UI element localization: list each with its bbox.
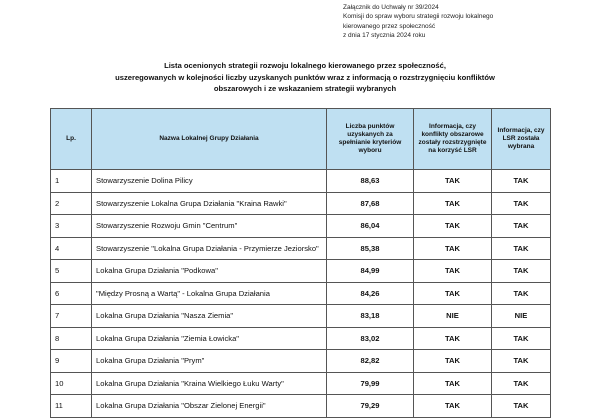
row-selected: TAK bbox=[492, 260, 551, 283]
row-conflict: TAK bbox=[414, 350, 492, 373]
attachment-line: Załącznik do Uchwały nr 39/2024 bbox=[343, 4, 439, 11]
row-conflict: TAK bbox=[414, 192, 492, 215]
table-row bbox=[51, 215, 551, 238]
row-conflict: TAK bbox=[414, 327, 492, 350]
row-selected: TAK bbox=[492, 215, 551, 238]
header-lp: Lp. bbox=[51, 109, 92, 170]
table-row bbox=[51, 327, 551, 350]
row-name: Lokalna Grupa Działania "Kraina Wielkiego Łuku Warty" bbox=[92, 372, 327, 395]
row-conflict: TAK bbox=[414, 237, 492, 260]
row-name: Stowarzyszenie Dolina Pilicy bbox=[92, 170, 327, 193]
table-row bbox=[51, 395, 551, 418]
attachment-line: z dnia 17 stycznia 2024 roku bbox=[343, 31, 426, 39]
table-row bbox=[51, 237, 551, 260]
table-row bbox=[51, 260, 551, 283]
row-lp: 5 bbox=[51, 260, 92, 283]
table-row bbox=[51, 192, 551, 215]
row-name: Lokalna Grupa Działania "Nasza Ziemia" bbox=[92, 305, 327, 328]
row-lp: 7 bbox=[51, 305, 92, 328]
header-selected: Informacja, czy LSR została wybrana bbox=[492, 109, 551, 170]
attachment-line: Komisji do spraw wyboru strategii rozwoju lokalnego bbox=[343, 13, 494, 21]
attachment-line: kierowanego przez społeczność bbox=[343, 22, 436, 30]
row-selected: TAK bbox=[492, 192, 551, 215]
table-header-row bbox=[51, 109, 551, 170]
row-name: Lokalna Grupa Działania "Obszar Zielonej Energii" bbox=[92, 395, 327, 418]
row-lp: 4 bbox=[51, 237, 92, 260]
title-line: uszeregowanych w kolejności liczby uzyskanych punktów wraz z informacją o rozstrzygnięciu konfliktów bbox=[115, 72, 495, 82]
table-row bbox=[51, 305, 551, 328]
row-points: 83,18 bbox=[327, 305, 414, 328]
row-points: 82,82 bbox=[327, 350, 414, 373]
row-points: 83,02 bbox=[327, 327, 414, 350]
row-points: 87,68 bbox=[327, 192, 414, 215]
row-conflict: TAK bbox=[414, 215, 492, 238]
row-points: 86,04 bbox=[327, 215, 414, 238]
ranking-table bbox=[50, 108, 551, 418]
row-conflict: TAK bbox=[414, 260, 492, 283]
row-name: Lokalna Grupa Działania "Prym" bbox=[92, 350, 327, 373]
row-name: Stowarzyszenie Lokalna Grupa Działania "Kraina Rawki" bbox=[92, 192, 327, 215]
table-row bbox=[51, 350, 551, 373]
row-name: Lokalna Grupa Działania "Ziemia Łowicka" bbox=[92, 327, 327, 350]
row-conflict: TAK bbox=[414, 372, 492, 395]
row-points: 84,26 bbox=[327, 282, 414, 305]
header-name: Nazwa Lokalnej Grupy Działania bbox=[92, 109, 327, 170]
title-line: obszarowych i ze wskazaniem strategii wybranych bbox=[213, 84, 397, 93]
header-conflict: Informacja, czy konflikty obszarowe zostały rozstrzygnięte na korzyść LSR bbox=[414, 109, 492, 170]
row-conflict: TAK bbox=[414, 395, 492, 418]
row-lp: 3 bbox=[51, 215, 92, 238]
row-selected: NIE bbox=[492, 305, 551, 328]
table-row bbox=[51, 282, 551, 305]
attachment-note bbox=[343, 3, 493, 40]
header-points: Liczba punktów uzyskanych za spełnianie kryteriów wyboru bbox=[327, 109, 414, 170]
row-name: Lokalna Grupa Działania "Podkowa" bbox=[92, 260, 327, 283]
row-lp: 11 bbox=[51, 395, 92, 418]
row-conflict: TAK bbox=[414, 282, 492, 305]
row-points: 79,29 bbox=[327, 395, 414, 418]
row-name: Stowarzyszenie Rozwoju Gmin "Centrum" bbox=[92, 215, 327, 238]
row-selected: TAK bbox=[492, 170, 551, 193]
row-selected: TAK bbox=[492, 395, 551, 418]
row-lp: 10 bbox=[51, 372, 92, 395]
row-conflict: NIE bbox=[414, 305, 492, 328]
title-line: Lista ocenionych strategii rozwoju lokalnego kierowanego przez społeczność, bbox=[164, 61, 446, 70]
row-lp: 9 bbox=[51, 350, 92, 373]
row-lp: 8 bbox=[51, 327, 92, 350]
row-points: 84,99 bbox=[327, 260, 414, 283]
row-selected: TAK bbox=[492, 237, 551, 260]
row-lp: 6 bbox=[51, 282, 92, 305]
table-row bbox=[51, 170, 551, 193]
table-body bbox=[51, 170, 551, 418]
row-name: "Między Prosną a Wartą" - Lokalna Grupa Działania bbox=[92, 282, 327, 305]
table-row bbox=[51, 372, 551, 395]
row-lp: 1 bbox=[51, 170, 92, 193]
row-selected: TAK bbox=[492, 372, 551, 395]
row-lp: 2 bbox=[51, 192, 92, 215]
row-points: 85,38 bbox=[327, 237, 414, 260]
row-selected: TAK bbox=[492, 350, 551, 373]
row-points: 88,63 bbox=[327, 170, 414, 193]
row-points: 79,99 bbox=[327, 372, 414, 395]
row-selected: TAK bbox=[492, 282, 551, 305]
row-conflict: TAK bbox=[414, 170, 492, 193]
row-selected: TAK bbox=[492, 327, 551, 350]
row-name: Stowarzyszenie "Lokalna Grupa Działania - Przymierze Jeziorsko" bbox=[92, 237, 327, 260]
document-title bbox=[60, 60, 550, 95]
